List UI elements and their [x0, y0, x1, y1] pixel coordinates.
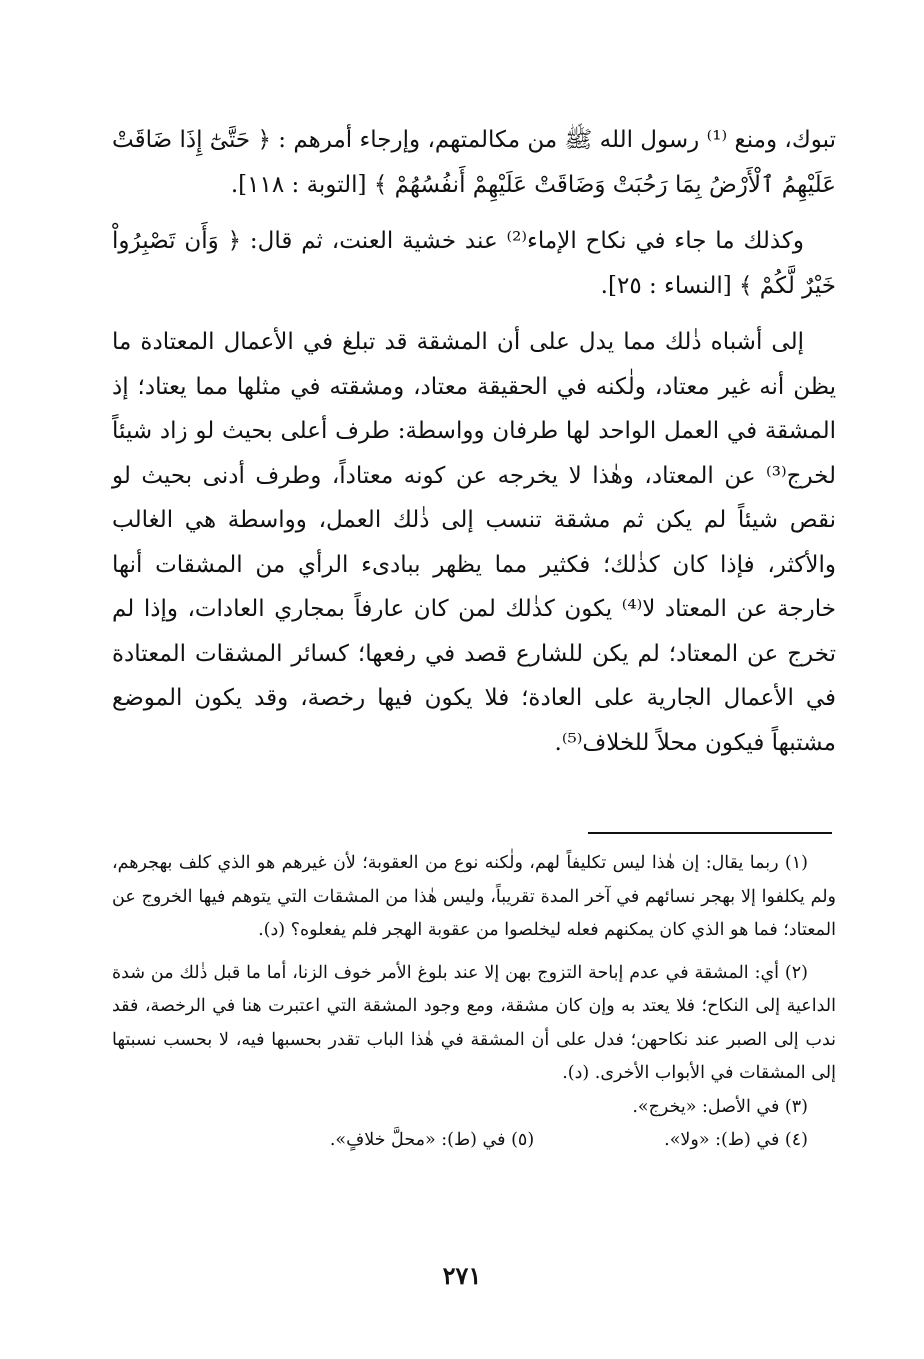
footnote-4-5-line: [112, 1124, 836, 1158]
footnote-separator: [588, 832, 832, 834]
footnote-2: (٢) أي: المشقة في عدم إباحة التزوج بهن إلا عند بلوغ الأمر خوف الزنا، أما ما قبل ذٰلك من شدة الداعية إلى النكاح؛ فلا يعتد به وإن كان مشقة، ومع وجود المشقة التي اعتبرت هنا في الرخصة، فقد ندب إلى الصبر عند نكاحهن؛ فدل على أن المشقة في هٰذا الباب تقدر بحسبها فيه، لا بحسب نسبتها إلى المشقات في الأبواب الأخرى. (د).: [112, 962, 836, 1083]
paragraph-3: إلى أشباه ذٰلك مما يدل على أن المشقة قد تبلغ في الأعمال المعتادة ما يظن أنه غير معتاد، ولٰكنه في الحقيقة معتاد، ومشقته في مثلها مما يعتاد؛ إذ المشقة في العمل الواحد لها طرفان وواسطة: طرف أعلى بحيث لو زاد شيئاً لخرج⁽³⁾ عن المعتاد، وهٰذا لا يخرجه عن كونه معتاداً، وطرف أدنى بحيث لو نقص شيئاً لم يكن ثم مشقة تنسب إلى ذٰلك العمل، وواسطة هي الغالب والأكثر، فإذا كان كذٰلك؛ فكثير مما يظهر ببادىء الرأي من المشقات أنها خارجة عن المعتاد لا⁽⁴⁾ يكون كذٰلك لمن كان عارفاً بمجاري العادات، وإذا لم تخرج عن المعتاد؛ لم يكن للشارع قصد في رفعها؛ كسائر المشقات المعتادة في الأعمال الجارية على العادة؛ فلا يكون فيها رخصة، وقد يكون الموضع مشتبهاً فيكون محلاً للخلاف⁽⁵⁾.: [112, 329, 837, 756]
footnotes: [112, 847, 836, 1158]
page-number: ٢٧١: [442, 1261, 482, 1290]
footnote-1: (١) ربما يقال: إن هٰذا ليس تكليفاً لهم، ولٰكنه نوع من العقوبة؛ لأن غيرهم هو الذي كلف بهجرهم، ولم يكلفوا إلا بهجر نسائهم في آخر المدة تقريباً، وليس هٰذا من المشقات التي يتوهم فيها الخروج عن المعتاد؛ فما هو الذي كان يمكنهم فعله ليخلصوا من عقوبة الهجر فلم يفعلوه؟ (د).: [112, 853, 836, 940]
paragraph-1: تبوك، ومنع ⁽¹⁾ رسول الله ﷺ من مكالمتهم، وإرجاء أمرهم : ﴿ حَتَّىٰٓ إِذَا ضَاقَتْ عَلَيْهِمُ ٱلْأَرْضُ بِمَا رَحُبَتْ وَضَاقَتْ عَلَيْهِمْ أَنفُسُهُمْ ﴾ [التوبة : ١١٨].: [112, 127, 836, 198]
footnote-3-text: (٣) في الأصل: «يخرج».: [632, 1096, 808, 1117]
footnote-3: [112, 1091, 836, 1125]
footnote-5: (٥) في (ط): «محلَّ خلافٍ».: [329, 1130, 535, 1150]
footnote-4: (٤) في (ط): «ولا».: [664, 1130, 808, 1150]
main-text: [112, 118, 836, 765]
paragraph-2: وكذلك ما جاء في نكاح الإماء⁽²⁾ عند خشية العنت، ثم قال: ﴿ وَأَن تَصْبِرُواْ خَيْرٌ لَّكُمْ ﴾ [النساء : ٢٥].: [112, 228, 836, 299]
